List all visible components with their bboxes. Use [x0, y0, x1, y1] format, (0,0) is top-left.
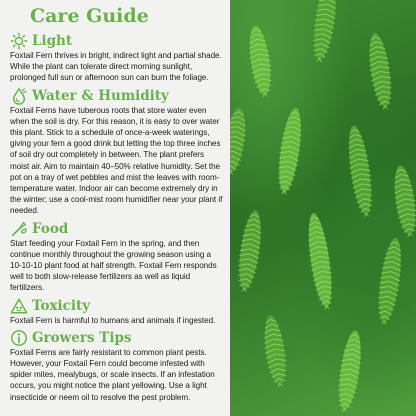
section-heading: Growers Tips: [32, 329, 132, 346]
section-heading: Food: [32, 220, 69, 237]
section-body: Foxtail Ferns have tuberous roots that store water even when the soil is dry. For this reason, it is easy to over water this plant. Stick to a schedule of once-a-week waterings, giving your fern a good drink but letting the top three inches of soil dry out completely in between. The plant prefers moist air. Aim to maintain 40–50% relative humidity. Set the pot on a tray of wet pebbles and mist the leaves with room-temperature water. Indoor air can become extremely dry in the winter; use a cool-mist room humidifier near your plant if needed.: [10, 105, 223, 216]
page-title: Care Guide: [30, 5, 149, 27]
section-light: [10, 32, 224, 84]
section-heading: Water & Humidity: [32, 87, 169, 104]
fern-plume: [374, 237, 406, 326]
section-header: [10, 32, 224, 50]
section-body: Foxtail Fern thrives in bright, indirect light and partial shade. While the plant can tolerate direct morning sunlight, prolonged full sun or afternoon sun can burn the foliage.: [10, 51, 222, 83]
warning-icon: [10, 297, 28, 315]
water-drop-icon: [10, 87, 28, 105]
foxtail-fern-photo: [230, 0, 416, 416]
section-body: Foxtail Fern is harmful to humans and animals if ingested.: [10, 315, 216, 325]
fern-plume: [234, 209, 265, 293]
section-header: [10, 329, 224, 347]
fern-plume: [245, 24, 275, 98]
section-water-humidity: [10, 87, 224, 217]
sun-icon: [10, 32, 28, 50]
fern-plume: [303, 212, 336, 311]
fern-plume: [390, 164, 416, 238]
fern-plume: [309, 0, 340, 63]
plant-food-icon: [10, 220, 28, 238]
fern-plume: [365, 31, 396, 110]
section-toxicity: [10, 297, 224, 326]
section-header: [10, 87, 224, 105]
section-food: [10, 220, 224, 294]
fern-foliage-illustration: [230, 0, 416, 416]
section-heading: Toxicity: [32, 297, 91, 314]
fern-plume: [260, 314, 290, 388]
info-icon: [10, 329, 28, 347]
section-heading: Light: [32, 33, 73, 49]
section-body: Foxtail Ferns are fairly resistant to common plant pests. However, your Foxtail Fern could become infested with spider mites, mealybugs, or scale insects. If an infestation occurs, you might notice the plant yellowing. Use a light insecticide or neem oil to resolve the pest problem.: [10, 347, 215, 402]
fern-plume: [334, 329, 365, 413]
section-header: [10, 297, 224, 315]
fern-plume: [274, 107, 306, 196]
fern-plume: [344, 124, 377, 218]
section-growers-tips: [10, 329, 224, 403]
section-body: Start feeding your Foxtail Fern in the spring, and then continue monthly throughout the growing season using a 10-10-10 plant food at half strength. Foxtail Fern responds well to both slow-release fertilizers as well as liquid fertilizers.: [10, 238, 217, 293]
section-header: [10, 220, 224, 238]
fern-plume: [230, 106, 249, 175]
